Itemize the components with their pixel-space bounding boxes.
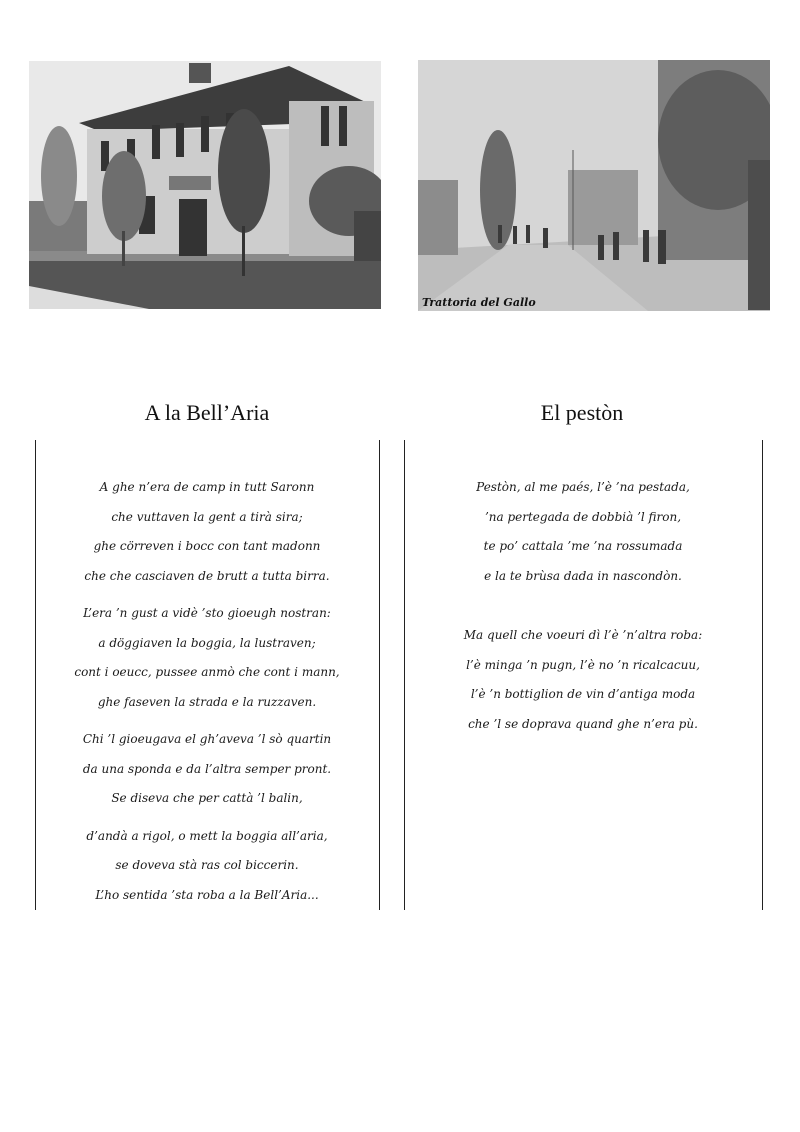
poem-line: che che casciaven de brutt a tutta birra. <box>84 568 330 583</box>
poem-line: Se diseva che per cattà ’l balin, <box>111 791 303 805</box>
column-rule-right-outer <box>762 440 763 910</box>
poem-line: Pestòn, al me paés, l’è ’na pestada, <box>476 480 690 494</box>
poem-bell-aria <box>40 473 374 910</box>
poem-title-peston: El pestòn <box>540 400 624 425</box>
poem-line: che vuttaven la gent a tirà sira; <box>111 509 303 524</box>
poem-line: ghe faseven la strada e la ruzzaven. <box>97 694 317 709</box>
poem-line: se doveva stà ras col biccerin. <box>115 858 299 872</box>
house-photo-image <box>29 61 381 309</box>
poem-line: cont i oeucc, pussee anmò che cont i mann, <box>74 665 340 679</box>
poem-title-bell-aria: A la Bell’Aria <box>144 400 270 425</box>
poem-line: l’è ’n bottiglion de vin d’antiga moda <box>470 687 696 701</box>
poem-line: ghe cörreven i bocc con tant madonn <box>93 539 321 553</box>
poem-line: d’andà a rigol, o mett la boggia all’aria, <box>86 828 328 843</box>
poem-line: Ma quell che voeuri dì l’è ’n’altra roba: <box>463 628 703 642</box>
photo-trattoria-old <box>418 60 770 311</box>
column-rule-left-outer <box>35 440 36 910</box>
poem-line: ’na pertegada de dobbià ’l firon, <box>484 509 682 524</box>
poem-peston <box>410 473 756 739</box>
poem-line: che ’l se doprava quand ghe n’era pù. <box>468 716 698 731</box>
photo-house-present <box>29 61 381 309</box>
poem-line: a döggiaven la boggia, la lustraven; <box>98 635 316 650</box>
photo-caption: Trattoria del Gallo <box>422 296 536 309</box>
poem-line: e la te brùsa dada in nascondòn. <box>484 568 682 583</box>
poem-line: L’ho sentida ’sta roba a la Bell’Aria... <box>95 887 319 902</box>
column-rule-right-inner <box>404 440 405 910</box>
poem-line: da una sponda e da l’altra semper pront. <box>82 761 332 776</box>
street-photo-image <box>418 60 770 311</box>
poem-line: Chi ’l gioeugava el gh’aveva ’l sò quartin <box>82 732 332 746</box>
poem-line: A ghe n’era de camp in tutt Saronn <box>99 480 315 494</box>
poem-line: l’è minga ’n pugn, l’è no ’n ricalcacuu, <box>466 657 700 672</box>
column-rule-left-inner <box>379 440 380 910</box>
poem-line: te po’ cattala ’me ’na rossumada <box>483 539 683 553</box>
poem-line: L’era ’n gust a vidè ’sto gioeugh nostran: <box>83 606 331 620</box>
